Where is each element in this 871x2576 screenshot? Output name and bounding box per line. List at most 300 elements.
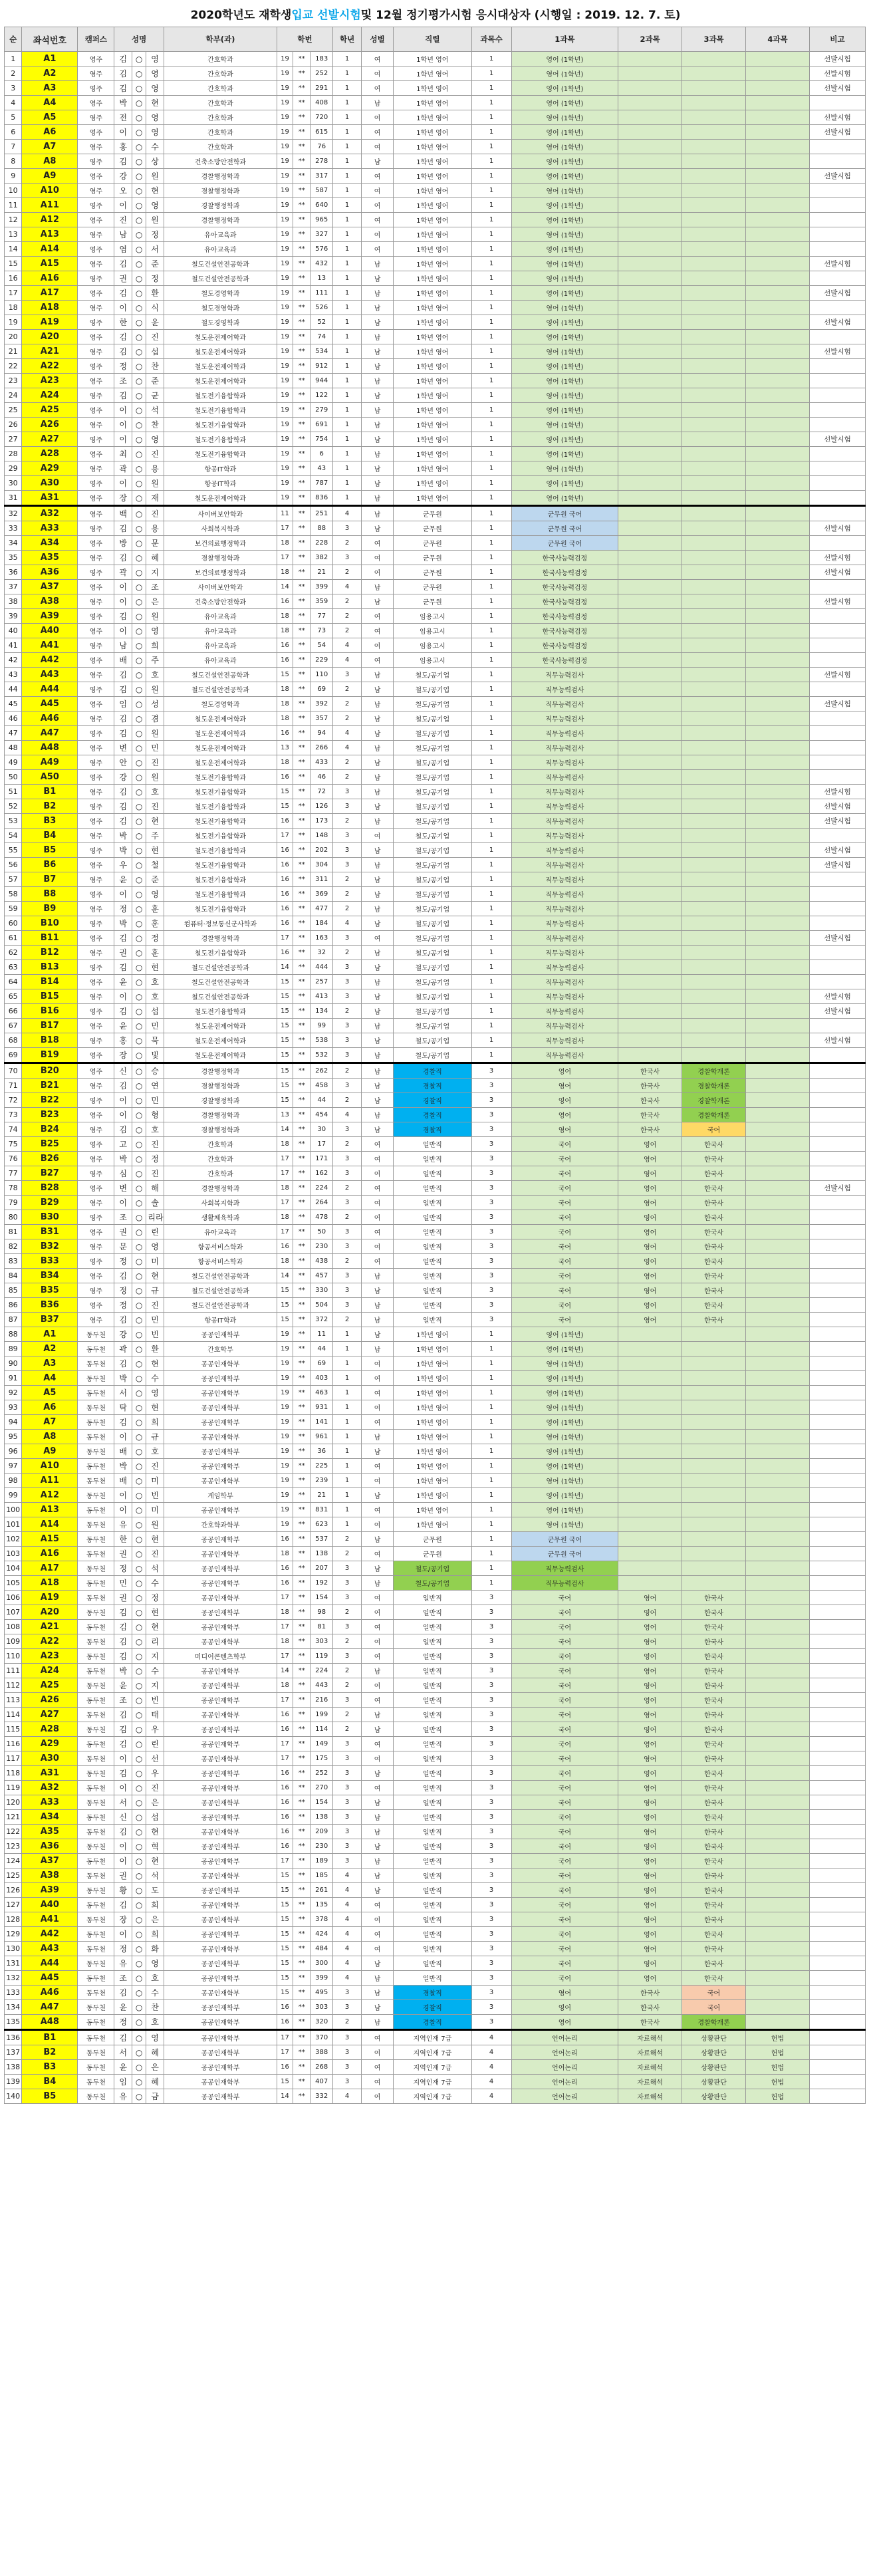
cell-subject-1: 국어 xyxy=(511,1298,618,1313)
cell-grade: 3 xyxy=(333,1825,362,1839)
cell-job: 경찰직 xyxy=(394,1122,472,1137)
cell-note xyxy=(809,1166,865,1181)
student-id-serial: 372 xyxy=(311,1313,333,1327)
seat-number: B9 xyxy=(22,902,78,916)
cell-subject-count: 1 xyxy=(471,1371,511,1386)
cell-subject-2 xyxy=(618,1400,682,1415)
name-first: 정 xyxy=(114,1283,132,1298)
name-last: 서 xyxy=(146,242,164,257)
seat-number: A35 xyxy=(22,551,78,565)
table-row xyxy=(5,1152,866,1166)
cell-campus: 동두천 xyxy=(78,1620,114,1634)
student-id-year: 18 xyxy=(277,1605,293,1620)
cell-subject-3: 상황판단 xyxy=(682,2030,746,2045)
student-id-year: 15 xyxy=(277,1956,293,1971)
cell-dept: 철도전기융합학과 xyxy=(164,418,277,432)
cell-grade: 3 xyxy=(333,1810,362,1825)
name-mask: ○ xyxy=(132,2000,146,2015)
name-mask: ○ xyxy=(132,1181,146,1196)
cell-note xyxy=(809,184,865,198)
name-first: 정 xyxy=(114,1942,132,1956)
table-row xyxy=(5,697,866,711)
table-row xyxy=(5,1063,866,1079)
name-last: 지 xyxy=(146,1649,164,1664)
cell-grade: 3 xyxy=(333,1283,362,1298)
name-first: 박 xyxy=(114,829,132,843)
student-id-serial: 21 xyxy=(311,565,333,580)
cell-dept: 공공인재학부 xyxy=(164,1576,277,1591)
cell-dept: 유아교육과 xyxy=(164,1225,277,1239)
cell-job: 군무원 xyxy=(394,551,472,565)
cell-no: 61 xyxy=(5,931,22,946)
cell-subject-2 xyxy=(618,418,682,432)
seat-number: B16 xyxy=(22,1004,78,1019)
cell-subject-3: 경찰학개론 xyxy=(682,1063,746,1079)
seat-number: A11 xyxy=(22,1474,78,1488)
cell-sex: 남 xyxy=(362,711,394,726)
name-mask: ○ xyxy=(132,227,146,242)
name-first: 홍 xyxy=(114,140,132,154)
cell-sex: 여 xyxy=(362,1927,394,1942)
cell-subject-2: 영어 xyxy=(618,1678,682,1693)
cell-job: 일반직 xyxy=(394,1269,472,1283)
student-id-year: 19 xyxy=(277,1327,293,1342)
cell-subject-count: 3 xyxy=(471,1912,511,1927)
cell-dept: 철도운전제어학과 xyxy=(164,711,277,726)
name-last: 은 xyxy=(146,594,164,609)
name-mask: ○ xyxy=(132,1620,146,1634)
cell-grade: 1 xyxy=(333,432,362,447)
cell-subject-4 xyxy=(746,902,810,916)
cell-subject-count: 1 xyxy=(471,609,511,624)
student-id-mask: ** xyxy=(293,198,311,213)
cell-subject-2 xyxy=(618,198,682,213)
cell-subject-3: 국어 xyxy=(682,1986,746,2000)
student-id-serial: 615 xyxy=(311,125,333,140)
cell-subject-4 xyxy=(746,1327,810,1342)
name-last: 진 xyxy=(146,1298,164,1313)
student-id-year: 16 xyxy=(277,814,293,829)
cell-subject-3 xyxy=(682,931,746,946)
cell-subject-3 xyxy=(682,374,746,388)
student-id-year: 19 xyxy=(277,66,293,81)
cell-sex: 남 xyxy=(362,1971,394,1986)
cell-job: 1학년 영어 xyxy=(394,461,472,476)
name-last: 찬 xyxy=(146,2000,164,2015)
cell-subject-2 xyxy=(618,946,682,960)
cell-dept: 공공인재학부 xyxy=(164,1386,277,1400)
seat-number: A15 xyxy=(22,1532,78,1547)
cell-no: 41 xyxy=(5,638,22,653)
student-id-mask: ** xyxy=(293,1576,311,1591)
table-row xyxy=(5,1415,866,1430)
student-id-mask: ** xyxy=(293,374,311,388)
name-last: 준 xyxy=(146,872,164,887)
cell-subject-4 xyxy=(746,1166,810,1181)
student-id-mask: ** xyxy=(293,814,311,829)
cell-campus: 영주 xyxy=(78,154,114,169)
cell-note: 선발시험 xyxy=(809,1033,865,1048)
cell-no: 129 xyxy=(5,1927,22,1942)
cell-grade: 1 xyxy=(333,344,362,359)
name-mask: ○ xyxy=(132,785,146,799)
cell-dept: 철도운전제어학과 xyxy=(164,726,277,741)
cell-grade: 3 xyxy=(333,521,362,536)
cell-grade: 2 xyxy=(333,1708,362,1722)
student-id-year: 15 xyxy=(277,1283,293,1298)
cell-no: 79 xyxy=(5,1196,22,1210)
student-id-serial: 72 xyxy=(311,785,333,799)
cell-subject-3: 한국사 xyxy=(682,1898,746,1912)
cell-no: 65 xyxy=(5,989,22,1004)
cell-subject-4 xyxy=(746,388,810,403)
cell-note xyxy=(809,1766,865,1781)
table-row xyxy=(5,184,866,198)
name-last: 솔 xyxy=(146,1196,164,1210)
cell-job: 일반직 xyxy=(394,1137,472,1152)
cell-grade: 3 xyxy=(333,931,362,946)
cell-subject-1: 영어 (1학년) xyxy=(511,418,618,432)
cell-note xyxy=(809,1048,865,1063)
student-id-serial: 149 xyxy=(311,1737,333,1751)
name-last: 원 xyxy=(146,169,164,184)
cell-campus: 영주 xyxy=(78,814,114,829)
cell-subject-4 xyxy=(746,1415,810,1430)
cell-subject-1: 직무능력검사 xyxy=(511,799,618,814)
cell-sex: 남 xyxy=(362,1342,394,1356)
cell-subject-1: 영어 (1학년) xyxy=(511,432,618,447)
cell-subject-3: 상황판단 xyxy=(682,2045,746,2060)
table-row xyxy=(5,1795,866,1810)
cell-subject-3: 한국사 xyxy=(682,1254,746,1269)
cell-note xyxy=(809,580,865,594)
cell-subject-4 xyxy=(746,1004,810,1019)
student-id-year: 18 xyxy=(277,1634,293,1649)
table-row xyxy=(5,668,866,682)
cell-sex: 여 xyxy=(362,931,394,946)
cell-dept: 건축소방안전학과 xyxy=(164,594,277,609)
student-id-year: 17 xyxy=(277,1620,293,1634)
cell-subject-count: 4 xyxy=(471,2075,511,2089)
cell-note xyxy=(809,1283,865,1298)
cell-grade: 4 xyxy=(333,638,362,653)
cell-sex: 남 xyxy=(362,286,394,301)
name-mask: ○ xyxy=(132,2089,146,2104)
name-last: 수 xyxy=(146,1576,164,1591)
cell-grade: 3 xyxy=(333,1152,362,1166)
cell-subject-4 xyxy=(746,432,810,447)
header-campus: 캠퍼스 xyxy=(78,27,114,52)
student-id-mask: ** xyxy=(293,1283,311,1298)
cell-subject-count: 1 xyxy=(471,169,511,184)
cell-grade: 4 xyxy=(333,580,362,594)
student-id-mask: ** xyxy=(293,1517,311,1532)
cell-subject-count: 1 xyxy=(471,1444,511,1459)
cell-subject-count: 3 xyxy=(471,1898,511,1912)
cell-subject-count: 3 xyxy=(471,1810,511,1825)
cell-subject-4 xyxy=(746,1298,810,1313)
cell-subject-count: 1 xyxy=(471,447,511,461)
cell-subject-2 xyxy=(618,975,682,989)
student-id-serial: 317 xyxy=(311,169,333,184)
table-row xyxy=(5,843,866,858)
cell-dept: 철도건설안전공학과 xyxy=(164,975,277,989)
name-mask: ○ xyxy=(132,1678,146,1693)
student-id-year: 17 xyxy=(277,1649,293,1664)
name-first: 박 xyxy=(114,1152,132,1166)
cell-campus: 영주 xyxy=(78,1137,114,1152)
cell-subject-4 xyxy=(746,1400,810,1415)
student-id-serial: 454 xyxy=(311,1108,333,1122)
cell-subject-1: 영어 (1학년) xyxy=(511,154,618,169)
table-row xyxy=(5,1634,866,1649)
cell-grade: 4 xyxy=(333,653,362,668)
cell-subject-count: 3 xyxy=(471,1708,511,1722)
cell-sex: 남 xyxy=(362,1883,394,1898)
cell-note: 선발시험 xyxy=(809,286,865,301)
student-id-serial: 50 xyxy=(311,1225,333,1239)
name-last: 진 xyxy=(146,1781,164,1795)
cell-subject-3: 한국사 xyxy=(682,1298,746,1313)
cell-no: 4 xyxy=(5,96,22,110)
student-id-mask: ** xyxy=(293,682,311,697)
cell-subject-4 xyxy=(746,521,810,536)
cell-subject-count: 3 xyxy=(471,1181,511,1196)
student-id-mask: ** xyxy=(293,1620,311,1634)
cell-note: 선발시험 xyxy=(809,52,865,66)
name-first: 문 xyxy=(114,1239,132,1254)
cell-grade: 2 xyxy=(333,1254,362,1269)
cell-subject-count: 1 xyxy=(471,946,511,960)
cell-campus: 동두천 xyxy=(78,1503,114,1517)
cell-subject-2 xyxy=(618,1033,682,1048)
table-row xyxy=(5,1108,866,1122)
seat-number: B33 xyxy=(22,1254,78,1269)
cell-job: 일반직 xyxy=(394,1854,472,1868)
cell-subject-count: 1 xyxy=(471,697,511,711)
student-id-year: 18 xyxy=(277,1547,293,1561)
cell-subject-3: 한국사 xyxy=(682,1781,746,1795)
cell-subject-3: 한국사 xyxy=(682,1678,746,1693)
cell-no: 73 xyxy=(5,1108,22,1122)
cell-no: 17 xyxy=(5,286,22,301)
cell-no: 101 xyxy=(5,1517,22,1532)
student-id-serial: 931 xyxy=(311,1400,333,1415)
student-id-year: 15 xyxy=(277,1927,293,1942)
table-row xyxy=(5,1883,866,1898)
name-first: 유 xyxy=(114,1517,132,1532)
name-mask: ○ xyxy=(132,1825,146,1839)
cell-campus: 동두천 xyxy=(78,2075,114,2089)
cell-subject-4 xyxy=(746,1942,810,1956)
cell-sex: 남 xyxy=(362,1019,394,1033)
name-mask: ○ xyxy=(132,843,146,858)
name-first: 신 xyxy=(114,1810,132,1825)
cell-campus: 영주 xyxy=(78,1079,114,1093)
cell-subject-4 xyxy=(746,1210,810,1225)
cell-campus: 영주 xyxy=(78,1166,114,1181)
cell-subject-1: 국어 xyxy=(511,1956,618,1971)
name-mask: ○ xyxy=(132,315,146,330)
cell-subject-3 xyxy=(682,227,746,242)
cell-grade: 3 xyxy=(333,1751,362,1766)
seat-number: B19 xyxy=(22,1048,78,1063)
student-id-serial: 138 xyxy=(311,1547,333,1561)
student-id-year: 19 xyxy=(277,1415,293,1430)
seat-number: A3 xyxy=(22,81,78,96)
cell-job: 1학년 영어 xyxy=(394,286,472,301)
cell-dept: 철도전기융합학과 xyxy=(164,814,277,829)
name-mask: ○ xyxy=(132,1591,146,1605)
cell-subject-3 xyxy=(682,271,746,286)
cell-no: 74 xyxy=(5,1122,22,1137)
name-last: 진 xyxy=(146,1166,164,1181)
cell-note xyxy=(809,2075,865,2089)
cell-campus: 영주 xyxy=(78,551,114,565)
cell-dept: 간호학과 xyxy=(164,140,277,154)
cell-dept: 철도건설안전공학과 xyxy=(164,257,277,271)
cell-subject-1: 직무능력검사 xyxy=(511,916,618,931)
seat-number: A49 xyxy=(22,755,78,770)
cell-sex: 남 xyxy=(362,1093,394,1108)
student-id-mask: ** xyxy=(293,1371,311,1386)
cell-campus: 영주 xyxy=(78,902,114,916)
cell-subject-count: 1 xyxy=(471,344,511,359)
name-mask: ○ xyxy=(132,1079,146,1093)
cell-subject-4 xyxy=(746,359,810,374)
cell-job: 경찰직 xyxy=(394,2000,472,2015)
student-id-mask: ** xyxy=(293,1137,311,1152)
cell-subject-count: 1 xyxy=(471,843,511,858)
student-id-year: 16 xyxy=(277,726,293,741)
cell-subject-3 xyxy=(682,506,746,521)
cell-subject-1: 국어 xyxy=(511,1971,618,1986)
student-id-serial: 148 xyxy=(311,829,333,843)
student-id-year: 19 xyxy=(277,96,293,110)
student-id-serial: 209 xyxy=(311,1825,333,1839)
student-id-serial: 44 xyxy=(311,1342,333,1356)
student-id-serial: 495 xyxy=(311,1986,333,2000)
student-id-serial: 224 xyxy=(311,1664,333,1678)
cell-no: 47 xyxy=(5,726,22,741)
name-mask: ○ xyxy=(132,1708,146,1722)
cell-job: 일반직 xyxy=(394,1942,472,1956)
student-id-serial: 831 xyxy=(311,1503,333,1517)
table-row xyxy=(5,1004,866,1019)
cell-note xyxy=(809,1196,865,1210)
cell-no: 135 xyxy=(5,2015,22,2030)
name-mask: ○ xyxy=(132,1912,146,1927)
cell-dept: 간호학과 xyxy=(164,125,277,140)
cell-grade: 2 xyxy=(333,697,362,711)
name-last: 희 xyxy=(146,638,164,653)
student-id-year: 19 xyxy=(277,418,293,432)
cell-subject-count: 3 xyxy=(471,1737,511,1751)
student-id-serial: 311 xyxy=(311,872,333,887)
student-id-year: 19 xyxy=(277,491,293,506)
student-id-year: 16 xyxy=(277,1781,293,1795)
table-row xyxy=(5,506,866,521)
header-subject-2: 2과목 xyxy=(618,27,682,52)
cell-campus: 동두천 xyxy=(78,1839,114,1854)
cell-job: 지역인재 7급 xyxy=(394,2089,472,2104)
cell-note xyxy=(809,609,865,624)
cell-subject-3: 국어 xyxy=(682,2000,746,2015)
table-row xyxy=(5,1605,866,1620)
student-id-serial: 69 xyxy=(311,682,333,697)
cell-subject-3 xyxy=(682,887,746,902)
name-last: 석 xyxy=(146,1561,164,1576)
student-id-mask: ** xyxy=(293,1927,311,1942)
cell-subject-2: 영어 xyxy=(618,1239,682,1254)
cell-job: 군무원 xyxy=(394,536,472,551)
table-row xyxy=(5,359,866,374)
cell-sex: 남 xyxy=(362,594,394,609)
cell-subject-3 xyxy=(682,286,746,301)
name-mask: ○ xyxy=(132,286,146,301)
cell-subject-3 xyxy=(682,184,746,198)
seat-number: A29 xyxy=(22,461,78,476)
cell-job: 일반직 xyxy=(394,1766,472,1781)
name-mask: ○ xyxy=(132,257,146,271)
cell-grade: 3 xyxy=(333,668,362,682)
name-first: 윤 xyxy=(114,872,132,887)
cell-job: 1학년 영어 xyxy=(394,1430,472,1444)
name-last: 수 xyxy=(146,1664,164,1678)
cell-no: 23 xyxy=(5,374,22,388)
table-row xyxy=(5,960,866,975)
cell-grade: 3 xyxy=(333,1225,362,1239)
cell-subject-2: 영어 xyxy=(618,1942,682,1956)
student-id-serial: 270 xyxy=(311,1781,333,1795)
cell-subject-2 xyxy=(618,1576,682,1591)
cell-grade: 1 xyxy=(333,418,362,432)
table-row xyxy=(5,125,866,140)
cell-subject-4 xyxy=(746,785,810,799)
cell-sex: 여 xyxy=(362,1620,394,1634)
name-last: 영 xyxy=(146,52,164,66)
cell-subject-4 xyxy=(746,506,810,521)
student-id-serial: 836 xyxy=(311,491,333,506)
cell-sex: 여 xyxy=(362,1152,394,1166)
student-id-serial: 229 xyxy=(311,653,333,668)
cell-sex: 남 xyxy=(362,580,394,594)
student-id-mask: ** xyxy=(293,1854,311,1868)
student-id-mask: ** xyxy=(293,1708,311,1722)
name-last: 정 xyxy=(146,227,164,242)
cell-subject-3 xyxy=(682,1371,746,1386)
name-first: 김 xyxy=(114,682,132,697)
cell-dept: 공공인재학부 xyxy=(164,1664,277,1678)
cell-subject-4 xyxy=(746,198,810,213)
table-row xyxy=(5,1356,866,1371)
name-last: 호 xyxy=(146,668,164,682)
cell-subject-count: 3 xyxy=(471,1283,511,1298)
cell-subject-3 xyxy=(682,81,746,96)
cell-note xyxy=(809,2089,865,2104)
student-id-year: 19 xyxy=(277,359,293,374)
student-id-year: 19 xyxy=(277,81,293,96)
table-row xyxy=(5,1678,866,1693)
student-id-mask: ** xyxy=(293,668,311,682)
cell-job: 철도/공기업 xyxy=(394,799,472,814)
cell-subject-4 xyxy=(746,286,810,301)
cell-subject-count: 3 xyxy=(471,1751,511,1766)
cell-note xyxy=(809,902,865,916)
student-id-year: 18 xyxy=(277,536,293,551)
student-id-mask: ** xyxy=(293,1971,311,1986)
name-mask: ○ xyxy=(132,1400,146,1415)
